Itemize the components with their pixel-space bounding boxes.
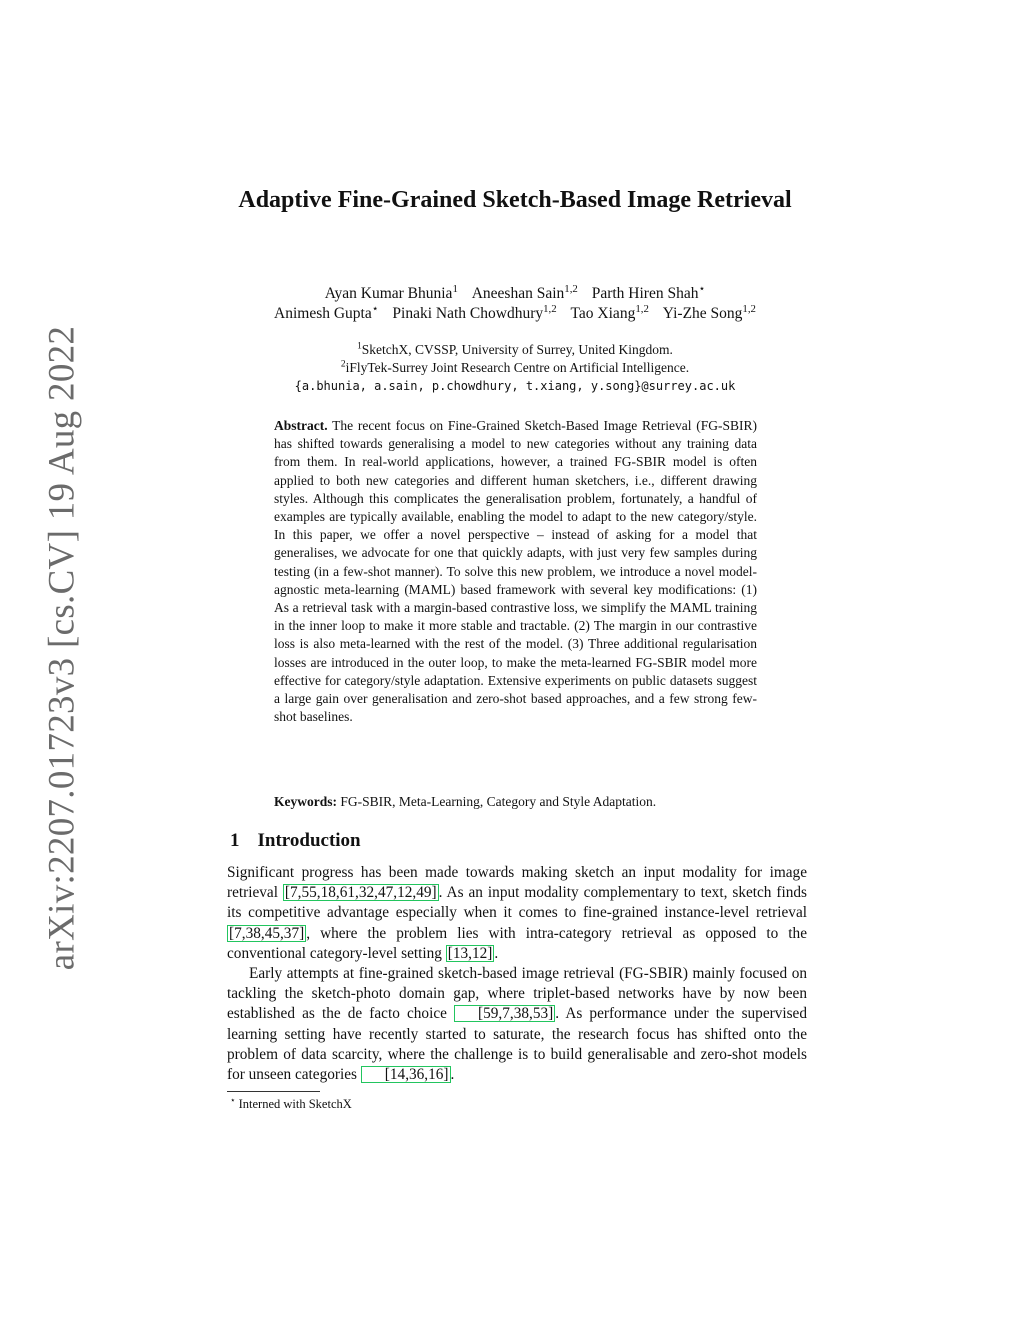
author: Aneeshan Sain$^{1,2}$ bbox=[471, 282, 578, 302]
author: Tao Xiang$^{1,2}$ bbox=[570, 302, 649, 322]
citation-link[interactable]: [14,36,16] bbox=[361, 1066, 451, 1083]
section-number: 1 bbox=[230, 830, 240, 851]
introduction-body bbox=[227, 863, 807, 1085]
citation-link[interactable]: [7,55,18,61,32,47,12,49] bbox=[284, 884, 437, 902]
author: Pinaki Nath Chowdhury$^{1,2}$ bbox=[392, 302, 557, 322]
abstract-label: Abstract. bbox=[274, 418, 328, 433]
keywords-text: FG-SBIR, Meta-Learning, Category and Style Adaptation. bbox=[340, 794, 657, 809]
text-run: . bbox=[450, 1066, 455, 1084]
arxiv-identifier: arXiv:2207.01723v3 [cs.CV] 19 Aug 2022 bbox=[41, 325, 83, 971]
affiliation: $^1$SketchX, CVSSP, University of Surrey, United Kingdom. bbox=[357, 341, 673, 357]
text-run: , where the problem lies with intra-category retrieval as opposed to the conventional category-level setting bbox=[227, 924, 807, 962]
keywords bbox=[274, 793, 757, 811]
abstract bbox=[274, 417, 757, 726]
citation-link[interactable]: [7,38,45,37] bbox=[229, 924, 305, 942]
author-line-1 bbox=[190, 284, 840, 304]
author-line-2 bbox=[190, 304, 840, 324]
author-emails: {a.bhunia, a.sain, p.chowdhury, t.xiang, y.song}@surrey.ac.uk bbox=[294, 379, 736, 393]
text-run: . As performance under the supervised learning setting have recently started to saturate, the research focus has shifted onto the problem of data scarcity, where the challenge is to build generalisable and zero-shot models for unseen categories bbox=[227, 1005, 807, 1084]
citation-link[interactable]: [13,12] bbox=[447, 944, 493, 962]
footnote-text: Interned with SketchX bbox=[238, 1097, 352, 1111]
text-run: . bbox=[494, 944, 499, 962]
paragraph bbox=[227, 863, 807, 964]
footnote-divider bbox=[227, 1091, 320, 1092]
footnote-mark: ⋆ bbox=[230, 1094, 236, 1105]
author: Animesh Gupta⋆ bbox=[274, 302, 379, 322]
text-run: Early attempts at fine-grained sketch-based image retrieval (FG-SBIR) mainly focused on tackling the sketch-photo domain gap, where triplet-based networks have by now been established as the de facto choice bbox=[227, 965, 807, 1023]
section-title: Introduction bbox=[257, 830, 361, 851]
citation-link[interactable]: [59,7,38,53] bbox=[454, 1005, 555, 1022]
text-run: Significant progress has been made towards making sketch an input modality for image retrieval bbox=[227, 864, 807, 902]
paper-title: Adaptive Fine-Grained Sketch-Based Image Retrieval bbox=[238, 187, 792, 213]
author: Parth Hiren Shah⋆ bbox=[591, 282, 706, 302]
text-run: . As an input modality complementary to text, sketch finds its competitive advantage especially when it comes to fine-grained instance-level retrieval bbox=[227, 884, 808, 922]
section-heading bbox=[230, 830, 361, 852]
abstract-text: The recent focus on Fine-Grained Sketch-Based Image Retrieval (FG-SBIR) has shifted towards generalising a model to new categories without any training data from them. In real-world applications, however, a trained FG-SBIR model is often applied to both new categories and different human sketchers, i.e., different drawing styles. Although this complicates the generalisation problem, fortunately, a handful of examples are typically available, enabling the model to adapt to the new category/style. In this paper, we offer a novel perspective – instead of asking for a model that generalises, we advocate for one that quickly adapts, with just very few samples during testing (in a few-shot manner). To solve this new problem, we introduce a novel model-agnostic meta-learning (MAML) based framework with several key modifications: (1) As a retrieval task with a margin-based contrastive loss, we simplify the MAML training in the inner loop to make it more stable and tractable. (2) The margin in our contrastive loss is also meta-learned with the rest of the model. (3) Three additional regularisation losses are introduced in the outer loop, to make the meta-learned FG-SBIR model more effective for category/style adaptation. Extensive experiments on public datasets suggest a large gain over generalisation and zero-shot based approaches, and a few strong few-shot baselines. bbox=[274, 418, 757, 725]
author-list bbox=[190, 284, 840, 324]
keywords-label: Keywords: bbox=[274, 794, 337, 809]
author: Yi-Zhe Song$^{1,2}$ bbox=[662, 302, 756, 322]
footnote bbox=[230, 1094, 352, 1112]
author: Ayan Kumar Bhunia$^1$ bbox=[324, 282, 458, 302]
affiliation: $^2$iFlyTek-Surrey Joint Research Centre on Artificial Intelligence. bbox=[340, 359, 690, 375]
paragraph bbox=[227, 964, 807, 1085]
affiliations bbox=[230, 341, 800, 395]
